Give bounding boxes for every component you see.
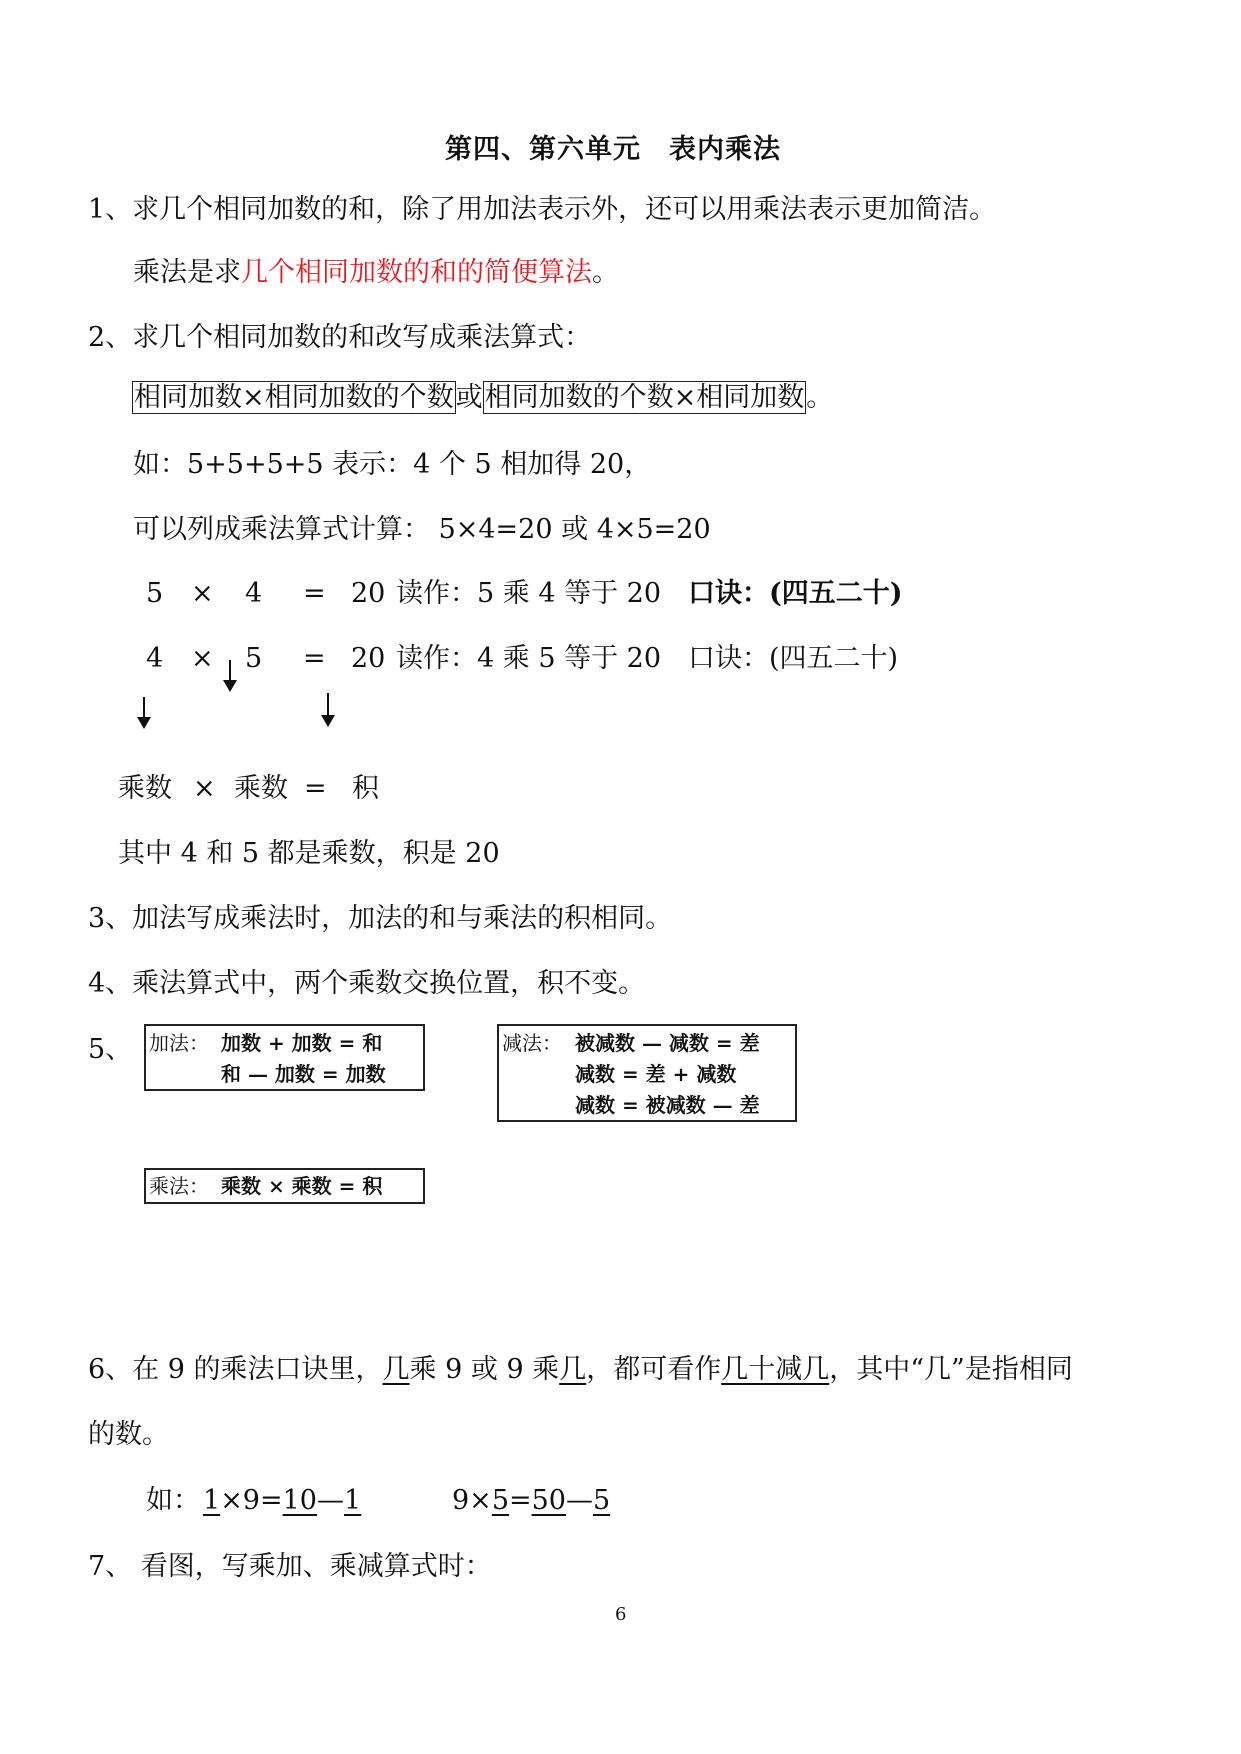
section-2-formula: 可以列成乘法算式计算： 5×4=20 或 4×5=20: [133, 514, 711, 545]
box-label: 减法：: [502, 1031, 562, 1055]
subtraction-rule-box: [497, 1024, 797, 1122]
factor-b: 5: [245, 643, 263, 674]
box-label: 乘法：: [149, 1174, 209, 1198]
text: ，都可看作: [586, 1354, 722, 1385]
section-6-line-2: 的数。: [88, 1419, 169, 1450]
underlined-number: 5: [491, 1485, 509, 1516]
rule-line: 被减数 — 减数 = 差: [575, 1031, 760, 1055]
reading: 读作：5 乘 4 等于 20: [396, 578, 662, 609]
underlined-number: 1: [203, 1485, 221, 1516]
underlined-number: 50: [531, 1485, 566, 1516]
equals-sign: =: [303, 643, 326, 674]
section-5-number: 5、: [88, 1034, 133, 1065]
section-1-line-1: 1、求几个相同加数的和，除了用加法表示外，还可以用乘法表示更加简洁。: [88, 194, 997, 225]
rhyme: 口诀：(四五二十): [688, 578, 903, 609]
text: ×9=: [220, 1485, 283, 1516]
formula-box-1: 相同加数×相同加数的个数: [134, 382, 454, 413]
period: 。: [806, 382, 834, 413]
section-3: 3、加法写成乘法时，加法的和与乘法的积相同。: [88, 903, 673, 934]
rule-line: 和 — 加数 = 加数: [221, 1062, 386, 1086]
product: 20: [351, 578, 386, 609]
page-number: 6: [615, 1604, 627, 1625]
section-2-boxed-formulas: [132, 380, 833, 416]
text: ，其中“几”是指相同: [829, 1354, 1073, 1385]
underlined-term: 几: [559, 1354, 587, 1385]
section-1-line-2: [133, 255, 619, 291]
underlined-number: 1: [343, 1485, 362, 1516]
text: 9×: [452, 1485, 492, 1516]
example-prefix: 如：: [146, 1485, 200, 1516]
rhyme: 口诀：(四五二十): [688, 643, 899, 674]
underlined-term: 几: [382, 1354, 410, 1385]
section-7: 7、 看图，写乘加、乘减算式时：: [88, 1551, 492, 1582]
text: —: [316, 1485, 344, 1516]
section-6-examples: [0, 1483, 1241, 1519]
factor-b: 4: [245, 578, 263, 609]
page-title: 第四、第六单元 表内乘法: [445, 134, 781, 165]
multiplication-rule-box: [144, 1168, 425, 1204]
factor-a: 5: [146, 578, 164, 609]
equation-row-2: [0, 641, 1241, 677]
rule-line: 减数 = 差 + 减数: [575, 1062, 737, 1086]
times-sign: ×: [191, 643, 214, 674]
example-1: [203, 1483, 361, 1519]
text: 。: [592, 257, 619, 288]
product: 20: [351, 643, 386, 674]
times-sign: ×: [191, 578, 214, 609]
highlight-definition: 几个相同加数的和的简便算法: [241, 257, 592, 288]
box-label: 加法：: [149, 1031, 209, 1055]
text: 6、在 9 的乘法口诀里，: [88, 1354, 383, 1385]
text: 乘 9 或 9 乘: [409, 1354, 560, 1385]
formula-box-2: 相同加数的个数×相同加数: [484, 382, 805, 413]
multiplier-label: 乘数: [118, 773, 172, 804]
equals-sign: =: [303, 578, 326, 609]
rule-line: 乘数 × 乘数 = 积: [221, 1174, 383, 1198]
example-2: [452, 1483, 610, 1519]
or-text: 或: [455, 382, 483, 413]
section-4: 4、乘法算式中，两个乘数交换位置，积不变。: [88, 968, 646, 999]
text: 乘法是求: [133, 257, 241, 288]
section-2-example: 如：5+5+5+5 表示：4 个 5 相加得 20，: [133, 449, 652, 480]
underlined-number: 10: [282, 1485, 317, 1516]
underlined-term: 几十减几: [721, 1354, 830, 1385]
reading: 读作：4 乘 5 等于 20: [396, 643, 662, 674]
section-6-line-1: [88, 1352, 1073, 1388]
product-label: 积: [352, 773, 379, 804]
times-sign: ×: [193, 773, 216, 804]
underlined-number: 5: [592, 1485, 611, 1516]
multiplicand-label: 乘数: [234, 773, 288, 804]
addition-rule-box: [144, 1024, 425, 1091]
equation-row-1: [0, 576, 1241, 612]
section-2-line-1: 2、求几个相同加数的和改写成乘法算式：: [88, 322, 592, 353]
term-names-row: [0, 771, 1241, 807]
section-2-note: 其中 4 和 5 都是乘数，积是 20: [118, 838, 500, 869]
text: —: [565, 1485, 593, 1516]
text: =: [509, 1485, 532, 1516]
rule-line: 减数 = 被减数 — 差: [575, 1093, 760, 1117]
down-arrow-icon: [321, 693, 335, 729]
down-arrow-icon: [137, 697, 151, 729]
rule-line: 加数 + 加数 = 和: [221, 1031, 383, 1055]
equals-sign: =: [304, 773, 327, 804]
factor-a: 4: [146, 643, 164, 674]
down-arrow-icon: [223, 660, 237, 692]
